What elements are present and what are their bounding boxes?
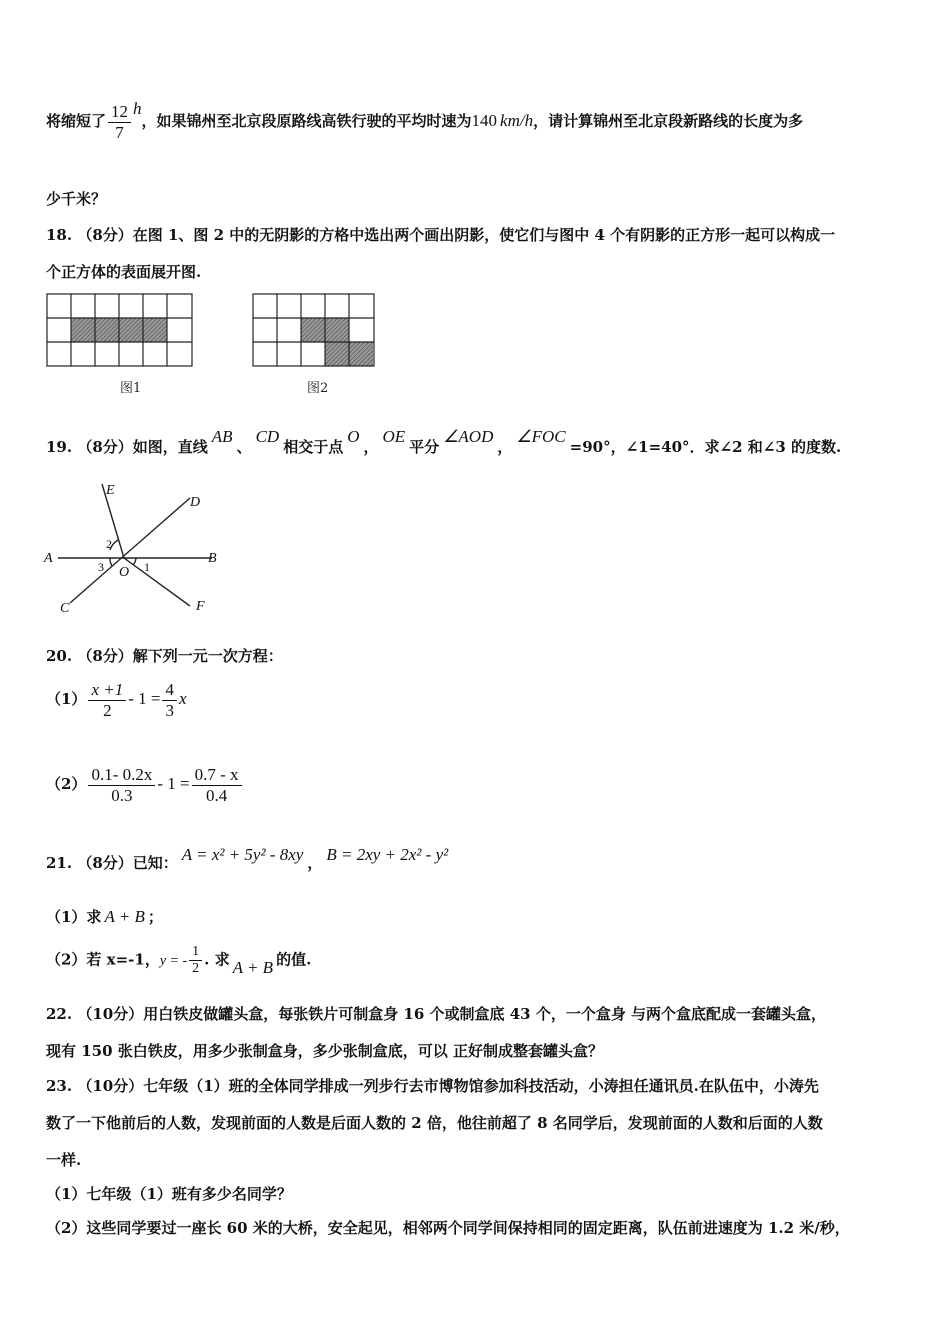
q19-part3: 平分 <box>409 438 440 456</box>
q20-p1-rden: 3 <box>165 700 174 720</box>
q21-expr-b: B = 2xy + 2x² - y² <box>326 845 449 864</box>
q21-p2 <box>46 944 311 977</box>
q20-p2-rden: 0.4 <box>205 785 228 805</box>
q17-frac-num: 12 <box>108 102 131 123</box>
q18-line1: 18. （8分）在图 1、图 2 中的无阴影的方格中选出两个画出阴影，使它们与图中 4 个有阴影的正方形一起可以构成一 <box>46 226 836 244</box>
q17-unit-h: h <box>133 99 142 119</box>
q23-p2: （2）这些同学要过一座长 60 米的大桥，安全起见，相邻两个同学间保持相同的固定距离，队伍前进速度为 1.2 米/秒， <box>46 1219 850 1237</box>
q18-fig2-caption: 图2 <box>307 381 329 396</box>
q20-p2-mid: - 1 = <box>157 774 190 794</box>
label-angle-3: 3 <box>98 560 104 574</box>
q19-part4: =90°，∠1=40°．求∠2 和∠3 的度数. <box>569 438 842 456</box>
label-o: O <box>119 565 130 580</box>
q20-p1-label: （1） <box>46 690 87 709</box>
q20-p2-num: 0.1- 0.2x <box>88 765 155 786</box>
angle-arc-1 <box>133 558 136 565</box>
q23-line1: 23. （10分）七年级（1）班的全体同学排成一列步行去市博物馆参加科技活动，小涛担任通讯员.在队伍中，小涛先 <box>46 1077 819 1095</box>
q20-p1-x: x <box>178 689 187 709</box>
q18-figure1 <box>46 293 196 369</box>
q23-p1: （1）七年级（1）班有多少名同学？ <box>46 1185 292 1203</box>
q21-p2-end: 的值. <box>276 950 312 969</box>
q23-line2: 数了一下他前后的人数，发现前面的人数是后面人数的 2 倍，他往前超了 8 名同学后，发现前面的人数和后面的人数 <box>46 1114 823 1132</box>
q20-p2-label: （2） <box>46 775 87 794</box>
q17-speed: 140 <box>471 111 498 131</box>
q20-p1-mid: - 1 = <box>128 689 161 709</box>
q22-line1: 22. （10分）用白铁皮做罐头盒，每张铁片可制盒身 16 个或制盒底 43 个，一个盒身 与两个盒底配成一套罐头盒， <box>46 1005 827 1023</box>
q21-p2-num: 1 <box>189 944 202 961</box>
q22-line2: 现有 150 张白铁皮，用多少张制盒身，多少张制盒底，可以 正好制成整套罐头盒？ <box>46 1042 603 1060</box>
q21-title: 21. （8分）已知： <box>46 854 178 872</box>
q17-fraction <box>108 102 131 142</box>
label-angle-2: 2 <box>106 537 112 551</box>
angle-arc-3 <box>110 558 112 566</box>
q19-diagram <box>40 478 230 618</box>
q23-line3: 一样. <box>46 1151 82 1169</box>
q19-oe: OE <box>382 427 406 446</box>
q20-p1-den: 2 <box>103 700 112 720</box>
q20-p2 <box>46 765 244 805</box>
q21-expr-a: A = x² + 5y² - 8xy <box>181 845 304 864</box>
q18-figure2 <box>252 293 378 369</box>
label-f: F <box>196 599 205 614</box>
q20-p1-rfrac <box>162 680 177 720</box>
q21-p2-mid: . 求 <box>204 950 230 969</box>
q18-line2: 个正方体的表面展开图. <box>46 263 202 281</box>
q21-p2-den: 2 <box>192 961 200 977</box>
q20-p1-frac <box>88 680 126 720</box>
q20-p2-frac <box>88 765 155 805</box>
q17-suffix: ，请计算锦州至北京段新路线的长度为多 <box>533 112 804 131</box>
q18-fig1-caption: 图1 <box>120 381 142 396</box>
q17-prefix: 将缩短了 <box>46 112 107 131</box>
q17-frac-den: 7 <box>115 122 124 142</box>
label-e: E <box>106 483 115 498</box>
q21-p2-text: （2）若 x=-1， <box>46 950 160 969</box>
q21-p1 <box>46 906 163 927</box>
q17-speed-unit: km/h <box>500 111 534 131</box>
label-a: A <box>44 551 53 566</box>
q19-cd: CD <box>255 427 280 446</box>
q17-mid: ，如果锦州至北京段原路线高铁行驶的平均时速为 <box>141 112 472 131</box>
q17-line1 <box>46 99 804 142</box>
q20-p1 <box>46 680 187 720</box>
ray-of <box>124 558 190 606</box>
q21-comma: ， <box>307 854 323 872</box>
q21-p2-y: y = - <box>159 953 188 969</box>
label-c: C <box>60 601 70 616</box>
q20-p2-den: 0.3 <box>111 785 133 805</box>
label-d: D <box>190 495 201 510</box>
q20-p2-rnum: 0.7 - x <box>192 765 242 786</box>
q19-line <box>46 427 842 457</box>
q19-foc: ∠FOC <box>516 427 566 446</box>
q19-ab: AB <box>211 427 233 446</box>
q19-sep: 、 <box>236 438 252 456</box>
q19-part1: 19. （8分）如图，直线 <box>46 438 208 456</box>
q19-part2: 相交于点 <box>283 438 344 456</box>
q20-p2-rfrac <box>192 765 242 805</box>
q21-title-line <box>46 845 452 873</box>
q20-title: 20. （8分）解下列一元一次方程： <box>46 647 283 665</box>
q17-line2: 少千米？ <box>46 190 107 208</box>
q19-comma2: ， <box>497 438 513 456</box>
q21-p1-end: ； <box>147 908 163 926</box>
q21-p2-expr: A + B <box>232 957 274 977</box>
label-b: B <box>208 551 217 566</box>
q19-aod: ∠AOD <box>443 427 494 446</box>
line-cd <box>70 498 190 603</box>
label-angle-1: 1 <box>144 560 150 574</box>
q20-p1-num: x +1 <box>88 680 126 701</box>
q21-p1-text: （1）求 <box>46 908 102 926</box>
q19-o: O <box>347 427 360 446</box>
q19-comma1: ， <box>363 438 379 456</box>
q21-p2-frac <box>189 944 202 977</box>
q21-p1-expr: A + B <box>104 907 145 926</box>
q20-p1-rnum: 4 <box>162 680 177 701</box>
